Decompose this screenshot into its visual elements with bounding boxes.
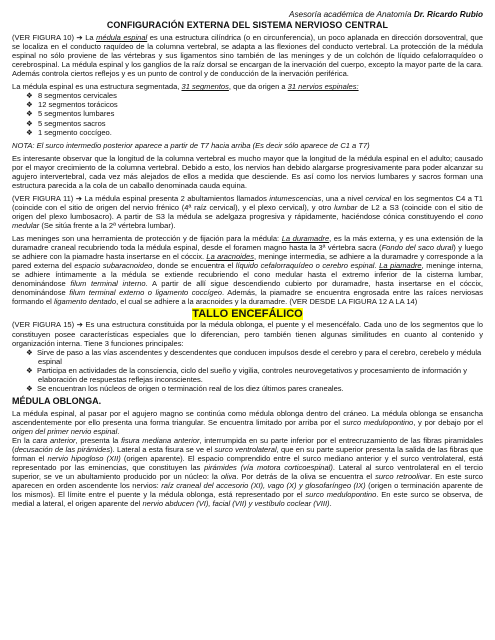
p5-s: , el cual se adhiere a la aracnoides y la duramadre. (VER DESDE LA FIGURA 12 A LA 14) bbox=[116, 297, 418, 307]
p1-a: (VER FIGURA 10) ➔ La bbox=[12, 33, 97, 43]
p5-o: . A partir de allí sigue descendiendo cubierto por duramadre, hasta insertarse en el cóccix, denominándose bbox=[12, 279, 483, 298]
paragraph-medula-espinal bbox=[12, 33, 483, 78]
p8-b: cara anterior bbox=[32, 436, 76, 446]
p4-d: cervical bbox=[365, 193, 391, 203]
header-author: Dr. Ricardo Rubio bbox=[413, 10, 483, 19]
p7-d: origen del primer nervio espinal bbox=[12, 426, 118, 436]
p5-m: , meninge interna, se adhiere íntimamente a la médula se extiende recubriendo el cono medular hasta el extremo inferior de la cisterna lumbar, denominándose bbox=[12, 261, 483, 289]
functions-list bbox=[26, 348, 483, 393]
p8-q: . En este surco aparecen en orden ascendente los nervios: bbox=[12, 472, 484, 491]
list-item bbox=[26, 348, 483, 366]
p5-k: . bbox=[374, 261, 380, 271]
p8-m: . Lateral al surco ventrolateral en el tercio superior, se ve un abultamiento producido por un núcleo: la bbox=[12, 463, 483, 482]
section-title-tallo-text: TALLO ENCEFÁLICO bbox=[192, 308, 303, 321]
list-item bbox=[26, 109, 483, 118]
segment-label: 12 segmentos torácicos bbox=[38, 100, 118, 110]
list-item bbox=[26, 91, 483, 100]
list-item bbox=[26, 366, 483, 384]
note-c: ) bbox=[367, 140, 370, 150]
p5-r: ligamento dentado bbox=[53, 297, 117, 307]
section-title-medula-oblonga: MÉDULA OBLONGA. bbox=[12, 395, 102, 406]
p8-g: ). Lateral a esta fisura se ve el bbox=[110, 445, 215, 455]
p8-h: surco ventrolateral bbox=[214, 445, 277, 455]
bullet-icon: ❖ bbox=[26, 383, 33, 393]
p2-b: 31 segmentos bbox=[181, 82, 229, 92]
page-header bbox=[12, 10, 483, 19]
paragraph-meninges bbox=[12, 234, 483, 306]
paragraph-tallo: (VER FIGURA 15) ➔ Es una estructura constituida por la médula oblonga, el puente y el mesencéfalo. Cada uno de los segmentos que lo constituyen posee características especiales que lo diferencian, pero también tienen algunas similitudes en cuanto al contenido y organización interna. Tiene 3 funciones principales: bbox=[12, 320, 483, 348]
p5-c: , es la más externa, y es una extensión de la duramadre craneal recubriendo toda la médula espinal, desde el foramen magno hasta la 3ª vértebra sacra ( bbox=[12, 234, 483, 253]
p5-n: filum terminal interno bbox=[70, 279, 146, 289]
p8-e: , interrumpida en su parte inferior por el entrecruzamiento de las fibras piramidales ( bbox=[12, 436, 483, 455]
p5-g: , meninge intermedia, se adhiere a la duramadre y corresponde a la pared externa del bbox=[12, 252, 483, 271]
p7-e: . bbox=[117, 426, 120, 436]
p4-g: de L2 a S3 (coincide con el sitio de origen del plexo lumbosacro). A partir de S3 la médula se adelgaza progresiva y rápidamente, haciéndose cónica constituyendo el bbox=[12, 202, 483, 221]
p5-q: . Además, la piamadre se encuentra engrosada entre las raíces nerviosas formando el bbox=[12, 288, 484, 307]
note-b: C1 a T7 bbox=[340, 140, 368, 150]
list-item bbox=[26, 384, 483, 393]
p5-d: Fondo del saco dural bbox=[381, 243, 454, 253]
p8-d: fisura mediana anterior bbox=[121, 436, 200, 446]
list-item bbox=[26, 100, 483, 109]
p8-r: raíz craneal del accesorio (XI), vago (X) y glosofaríngeo (IX) bbox=[161, 481, 366, 491]
p8-k: (origen aparente). El espacio comprendido entre el surco mediano anterior y el surco ventrolateral, está representado por las eminencias, que constituyen las bbox=[12, 454, 484, 473]
p1-c: es una estructura cilíndrica (o en circunferencia), un poco aplanada en dirección dorsoventral, que se localiza en el conducto raquídeo de la columna vertebral, se adapta a las flexiones del conducto vertebral. La protección de la médula espinal no sólo proviene de las vértebras y sus ligamentos sino también de las meninges y de un colchón de líquido cefalorraquídeo o cerebrospinal. La médula espinal y los ganglios de la raíz dorsal se encargan de la inervación del cuerpo, excepto la mayor parte de la cara. Además controla ciertos reflejos y es un punto de control y de conducción de la inervación periférica. bbox=[12, 33, 484, 79]
bullet-icon: ❖ bbox=[26, 109, 33, 119]
bullet-icon: ❖ bbox=[26, 91, 33, 101]
p8-j: nervio hipogloso (XII) bbox=[47, 454, 121, 464]
list-item bbox=[26, 128, 483, 137]
p8-n: oliva bbox=[220, 472, 237, 482]
bullet-icon: ❖ bbox=[26, 127, 33, 137]
segment-label: 8 segmentos cervicales bbox=[38, 91, 117, 101]
p8-l: pirámides (vía motora corticoespinal) bbox=[204, 463, 333, 473]
p1-b: médula espinal bbox=[96, 33, 148, 43]
p5-f: La aracnoides bbox=[206, 252, 254, 262]
bullet-icon: ❖ bbox=[26, 100, 33, 110]
paragraph-longitud: Es interesante observar que la longitud de la columna vertebral es mucho mayor que la longitud de la médula espinal en el adulto; causado por el mayor crecimiento de la columna vertebral. Debido a esto, los nervios han debido alargarse progresivamente para poder alcanzar su agujero intervertebral, cada vez más alejados de ellos a medida que desciende. Es así como los nervios lumbares y sacros forman una estructura parecida a la cola de un caballo denominada cauda equina. bbox=[12, 153, 483, 190]
p5-e: ) y luego se adhiere con la piamadre hasta insertarse en el cóccix. bbox=[12, 243, 483, 262]
p5-p: filum terminal externo o ligamento coccígeo bbox=[69, 288, 222, 298]
paragraph-medula-oblonga bbox=[12, 409, 483, 436]
p4-i: (Se sitúa frente a la 2ª vértebra lumbar). bbox=[39, 220, 176, 230]
p8-t: surco medulopontino bbox=[305, 490, 377, 500]
p8-i: , que en su parte superior presenta la salida de las fibras que forman el bbox=[12, 445, 483, 464]
function-text: Se encuentran los núcleos de origen o terminación real de los diez últimos pares craneales. bbox=[36, 383, 344, 393]
p4-a: (VER FIGURA 11) ➔ La médula espinal presenta 2 abultamientos llamados bbox=[12, 193, 270, 203]
p4-b: intumescencias bbox=[269, 193, 322, 203]
function-text: Participa en actividades de la consciencia, ciclo del sueño y vigilia, controles neurovegetativos y procesamiento de información y elaboración de respuestas reflejas inconscientes. bbox=[36, 365, 467, 384]
p8-c: , presenta la bbox=[75, 436, 122, 446]
document-title: CONFIGURACIÓN EXTERNA DEL SISTEMA NERVIOSO CENTRAL bbox=[106, 20, 389, 31]
p8-f: decusación de las pirámides bbox=[14, 445, 111, 455]
header-prefix: Asesoría académica de Anatomía bbox=[288, 10, 414, 19]
p2-c: , que da origen a bbox=[228, 82, 288, 92]
p8-o: . Por detrás de la oliva se encuentra el bbox=[236, 472, 376, 482]
p8-v: nervio abducen (VI), facial (VII) y vestíbulo coclear (VIII) bbox=[142, 499, 330, 509]
p8-u: . En este surco se observa, de medial a lateral, el origen aparente del bbox=[12, 490, 483, 509]
p4-e: en los segmentos C4 a T1 (coincide con el sitio de origen del nervio frénico (4ª raíz cervical), y el plexo cervical), y otro bbox=[12, 193, 483, 212]
segments-list bbox=[26, 91, 483, 136]
bullet-icon: ❖ bbox=[26, 365, 33, 375]
note-surco-intermedio bbox=[12, 141, 483, 150]
paragraph-intumescencias bbox=[12, 194, 483, 230]
p7-b: surco medulopontino bbox=[342, 417, 414, 427]
p8-s: (origen o terminación aparente de los mismos). El límite entre el puente y la médula oblonga, está representado por el bbox=[12, 481, 484, 500]
p4-c: , una a nivel bbox=[321, 193, 366, 203]
segment-label: 1 segmento coccígeo. bbox=[38, 127, 112, 137]
p5-j: líquido cefalorraquídeo o cerebro espinal bbox=[235, 261, 375, 271]
paragraph-cara-anterior bbox=[12, 436, 483, 508]
p5-b: La duramadre bbox=[281, 234, 330, 244]
section-title-tallo bbox=[12, 310, 483, 319]
note-a: NOTA: El surco intermedio posterior aparece a partir de T7 hacia arriba (Es decir sólo aparece de bbox=[12, 140, 341, 150]
p2-d: 31 nervios espinales: bbox=[287, 82, 359, 92]
p8-a: En la bbox=[12, 436, 33, 446]
list-item bbox=[26, 119, 483, 128]
paragraph-segmentos bbox=[12, 82, 483, 91]
p7-c: , y por debajo por el bbox=[413, 417, 483, 427]
p5-h: espacio subaracnoideo bbox=[74, 261, 153, 271]
p4-h: cono medular bbox=[12, 211, 483, 230]
p2-a: La médula espinal es una estructura segmentada, bbox=[12, 82, 182, 92]
p5-l: La piamadre bbox=[379, 261, 422, 271]
bullet-icon: ❖ bbox=[26, 118, 33, 128]
segment-label: 5 segmentos lumbares bbox=[38, 109, 115, 119]
segment-label: 5 segmentos sacros bbox=[38, 118, 106, 128]
p5-i: , donde se encuentra el bbox=[152, 261, 236, 271]
p4-f: lumbar bbox=[334, 202, 358, 212]
bullet-icon: ❖ bbox=[26, 347, 33, 357]
p7-a: La médula espinal, al pasar por el agujero magno se continúa como médula oblonga dentro del cráneo. La médula oblonga se ensancha ascendentemente por ello presenta una forma triangular. Se encuentra limitado por arriba por el bbox=[12, 408, 483, 427]
p5-a: Las meninges son una herramienta de protección y de fijación para la médula: bbox=[12, 234, 282, 244]
p8-w: . bbox=[329, 499, 332, 509]
function-text: Sirve de paso a las vías ascendentes y descendentes que conducen impulsos desde el cerebro y para el cerebro, cerebelo y médula espinal bbox=[36, 347, 482, 366]
p8-p: surco retroolivar bbox=[375, 472, 431, 482]
